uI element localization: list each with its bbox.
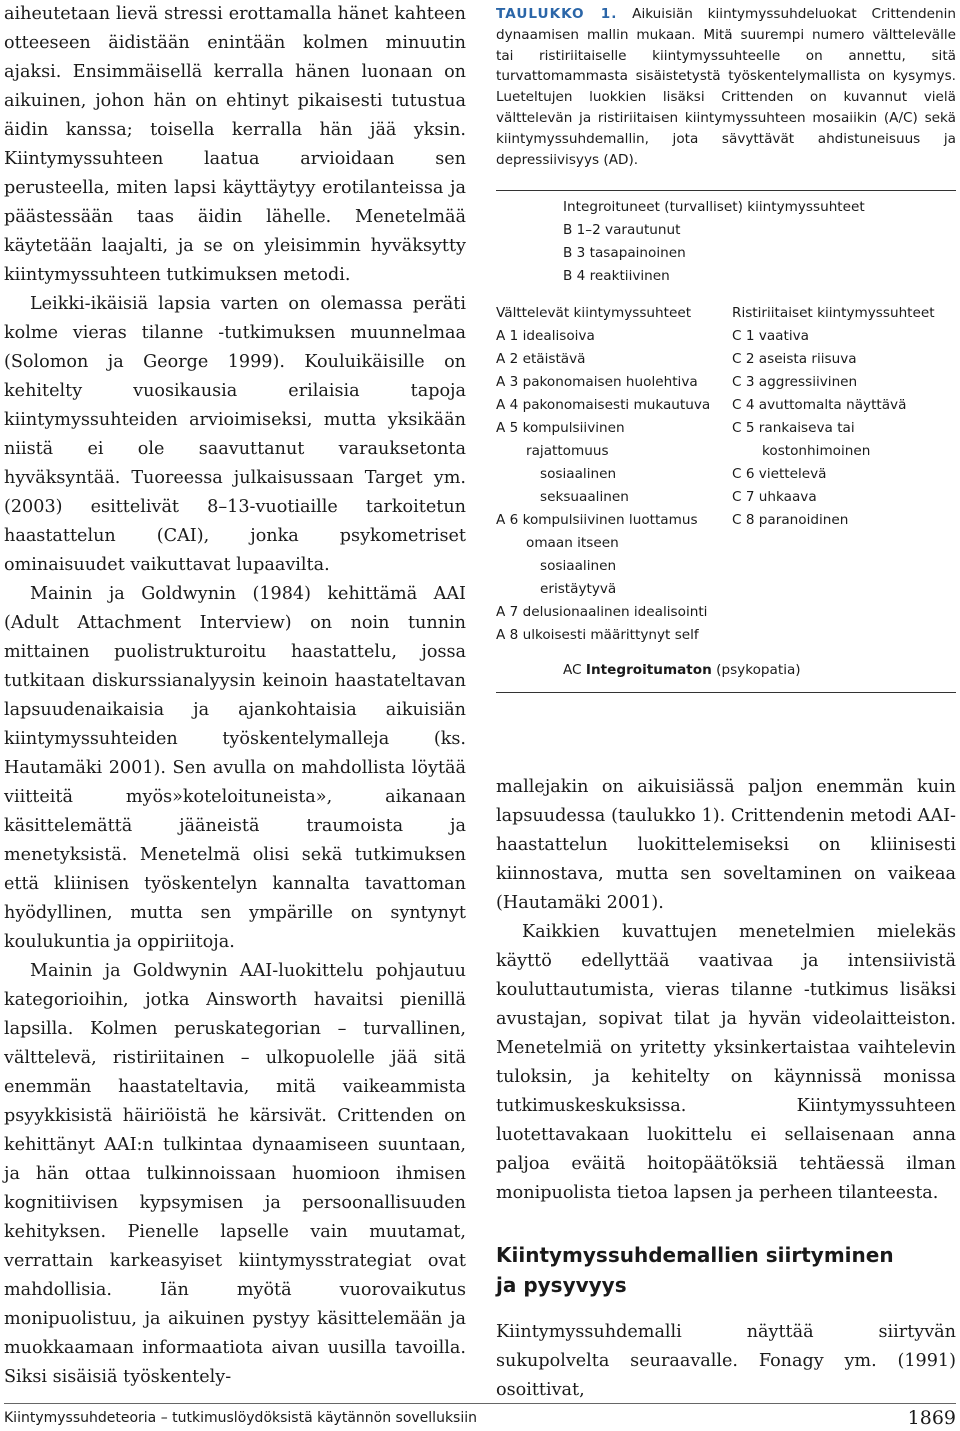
table-item: A 4 pakonomaisesti mukautuva	[496, 397, 711, 413]
table-subitem: omaan itseen	[526, 535, 619, 551]
table-columns	[496, 302, 956, 647]
section-heading	[496, 1240, 956, 1300]
body-paragraph: Kaikkien kuvattujen menetelmien mielekäs käyttö edellyttää vaativaa ja intensiivistä kouluttautumista, vieras tilanne -tutkimus lisäksi avustajan, sopivat tilat ja hyvän videolaitteiston. Menetelmiä on yritetty yksinkertaistaa vaihtelevin tuloksin, ja kehitelty on käynnissä monissa tutkimuskeskuksissa. Kiintymyssuhteen luotettavakaan luokittelu ei sellaisenaan anna paljoa eväitä hoitopäätöksiä tehtäessä ilman monipuolista tietoa lapsen ja perheen tilanteesta.	[496, 922, 956, 1203]
footer-rule	[4, 1403, 956, 1404]
body-paragraph: Mainin ja Goldwynin AAI-luokittelu pohjautuu kategorioihin, jotka Ainsworth havaitsi pienillä lapsilla. Kolmen peruskategorian – turvallinen, välttelevä, ristiriitainen – ulkopuolelle jää sitä enemmän haastateltavia, mitä vaikeammista psyykkisistä häiriöistä he kärsivät. Crittenden on kehittänyt AAI:n tulkintaa dynaamiseen suuntaan, ja hän ottaa tulkinnoissaan huomioon ihmisen kognitiivisen kypsymisen ja persoonallisuuden kehityksen. Pienelle lapselle vain muutamat, verrattain karkeasyiset kiintymysstrategiat ovat mahdollisia. Iän myötä vuorovaikutus monipuolistuu, ja aikuinen pystyy käsittelemään ja muokkaamaan informaatiota aivan uusilla tavoilla. Siksi sisäisiä työskentely-	[4, 961, 466, 1387]
body-paragraph: Mainin ja Goldwynin (1984) kehittämä AAI (Adult Attachment Interview) on noin tunnin mittainen puolistrukturoitu haastattelu, jossa tutkitaan diskurssianalyysin keinoin haastateltavan lapsuudenaikaisia ja ajankohtaisia aikuisiän kiintymyssuhteiden työskentelymalleja (ks. Hautamäki 2001). Sen avulla on mahdollista löytää viitteitä myös»koteloituneista», aikanaan käsittelemättä jääneistä traumoista ja menetyksistä. Menetelmä olisi sekä tutkimuksen että kliinisen työskentelyn kannalta tavattoman hyödyllinen, mutta sen ympärille on syntynyt koulukuntia ja oppiriitoja.	[4, 584, 466, 952]
table-item: C 6 viettelevä	[732, 466, 827, 482]
integrated-header: Integroituneet (turvalliset) kiintymyssuhteet	[563, 199, 865, 215]
right-column-text-continued	[496, 1318, 956, 1405]
unintegrated-suffix: (psykopatia)	[716, 662, 801, 678]
table-item: A 3 pakonomaisen huolehtiva	[496, 374, 698, 390]
table-subitem: seksuaalinen	[540, 489, 629, 505]
table-item: A 5 kompulsiivinen	[496, 420, 625, 436]
table-caption-text: Aikuisiän kiintymyssuhdeluokat Crittendenin dynaamisen mallin mukaan. Mitä suurempi numero välttelevälle tai ristiriitaiselle kiintymyssuhteelle on annettu, sitä turvattomammasta sisäistetystä työskentelymallista on kysymys. Lueteltujen luokkien lisäksi Crittenden on kuvannut vielä välttelevän ja ristiriitaisen kiintymyssuhteen mosaiikin (A/C) sekä kiintymyssuhdemallin, jota sävyttävät ahdistuneisuus ja depressiivisyys (AD).	[496, 6, 956, 168]
table-item: C 2 aseista riisuva	[732, 351, 857, 367]
unintegrated-group	[563, 659, 956, 682]
ambivalent-header: Ristiriitaiset kiintymyssuhteet	[732, 305, 935, 321]
body-paragraph: mallejakin on aikuisiässä paljon enemmän kuin lapsuudessa (taulukko 1). Crittendenin metodi AAI-haastattelun luokittelemiseksi on kliinisesti kiinnostava, mutta sen soveltaminen on vaikeaa (Hautamäki 2001).	[496, 777, 956, 913]
table-top-rule	[496, 190, 956, 191]
table-caption-label: TAULUKKO 1.	[496, 6, 618, 22]
page-number: 1869	[907, 1407, 956, 1429]
table-item: C 8 paranoidinen	[732, 512, 849, 528]
avoidant-group	[496, 302, 732, 647]
body-paragraph: Leikki-ikäisiä lapsia varten on olemassa peräti kolme vieras tilanne -tutkimuksen muunnelmaa (Solomon ja George 1999). Kouluikäisille on kehitelty vuosikausia erilaisia tapoja kiintymyssuhteiden arvioimiseksi, mutta yksikään niistä ei ole saavuttanut varauksetonta hyväksyntää. Tuoreessa julkaisussaan Target ym. (2003) esittelivät 8–13-vuotiaille tarkoitetun haastattelun (CAI), jonka psykometriset ominaisuudet vaikuttavat lupaavilta.	[4, 294, 466, 575]
section-heading-line: Kiintymyssuhdemallien siirtyminen	[496, 1243, 894, 1267]
table-item: A 8 ulkoisesti määrittynyt self	[496, 627, 699, 643]
table-item: C 1 vaativa	[732, 328, 809, 344]
table-subitem: kostonhimoinen	[762, 443, 871, 459]
right-column-text	[496, 773, 956, 1208]
unintegrated-prefix: AC	[563, 662, 582, 678]
body-paragraph: Kiintymyssuhdemalli näyttää siirtyvän sukupolvelta seuraavalle. Fonagy ym. (1991) osoittivat,	[496, 1322, 956, 1400]
table-item: B 4 reaktiivinen	[563, 268, 670, 284]
table-subitem: eristäytyvä	[540, 581, 617, 597]
unintegrated-label: Integroitumaton	[585, 662, 712, 678]
table-item: C 3 aggressiivinen	[732, 374, 858, 390]
table-subitem: rajattomuus	[526, 443, 609, 459]
running-title: Kiintymyssuhdeteoria – tutkimuslöydöksistä käytännön sovelluksiin	[4, 1410, 477, 1426]
integrated-group	[563, 196, 956, 288]
table-item: B 3 tasapainoinen	[563, 245, 686, 261]
attachment-table	[496, 196, 956, 682]
section-heading-line: ja pysyvyys	[496, 1273, 627, 1297]
table-subitem: sosiaalinen	[540, 558, 617, 574]
body-paragraph: aiheutetaan lievä stressi erottamalla hänet kahteen otteeseen äidistään enintään kolmen minuutin ajaksi. Ensimmäisellä kerralla hänen luonaan on aikuinen, johon hän on ehtinyt pikaisesti tutustua äidin kanssa; toisella kerralla hän jää yksin. Kiintymyssuhteen laatua arvioidaan sen perusteella, miten lapsi käyttäytyy erotilanteissa ja päästessään taas äidin lähelle. Menetelmää käytetään laajalti, ja se on yleisimmin hyväksytty kiintymyssuhteen tutkimuksen metodi.	[4, 4, 466, 285]
table-item: C 5 rankaiseva tai	[732, 420, 855, 436]
table-item: C 4 avuttomalta näyttävä	[732, 397, 907, 413]
avoidant-header: Välttelevät kiintymyssuhteet	[496, 305, 692, 321]
table-item: A 1 idealisoiva	[496, 328, 595, 344]
table-subitem: sosiaalinen	[540, 466, 617, 482]
table-item: B 1–2 varautunut	[563, 222, 681, 238]
table-item: A 6 kompulsiivinen luottamus	[496, 512, 698, 528]
table-item: A 7 delusionaalinen idealisointi	[496, 604, 708, 620]
table-item: A 2 etäistävä	[496, 351, 586, 367]
table-bottom-rule	[496, 692, 956, 693]
table-item: C 7 uhkaava	[732, 489, 817, 505]
ambivalent-group	[732, 302, 956, 647]
table-caption	[496, 4, 956, 170]
left-column	[4, 0, 466, 1392]
